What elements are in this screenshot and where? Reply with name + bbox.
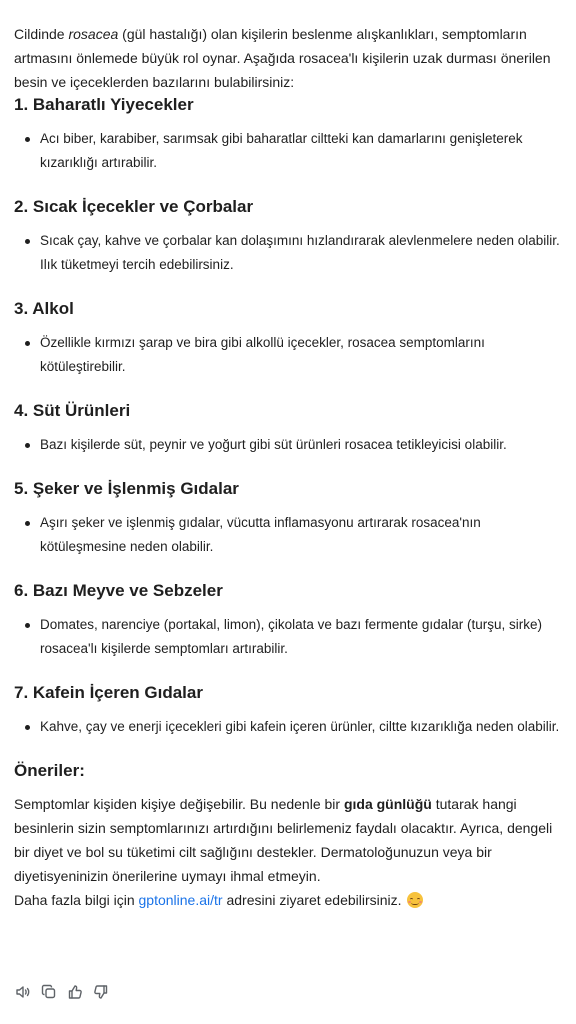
bullet-dot bbox=[25, 443, 30, 448]
closing-text-end: adresini ziyaret edebilirsiniz. bbox=[222, 892, 406, 908]
list-item-text: Bazı kişilerde süt, peynir ve yoğurt gibi süt ürünleri rosacea tetikleyicisi olabilir. bbox=[40, 437, 507, 452]
section-4 bbox=[14, 400, 562, 457]
good-response-button[interactable] bbox=[66, 983, 84, 1001]
section-6 bbox=[14, 580, 562, 661]
bullet-list bbox=[14, 511, 562, 559]
bullet-dot bbox=[25, 137, 30, 142]
bullet-list bbox=[14, 433, 562, 457]
section-heading: 5. Şeker ve İşlenmiş Gıdalar bbox=[14, 479, 239, 498]
copy-icon bbox=[41, 984, 57, 1000]
bullet-dot bbox=[25, 623, 30, 628]
recommendations-bold-term: gıda günlüğü bbox=[343, 796, 432, 812]
section-7 bbox=[14, 682, 562, 739]
bullet-dot bbox=[25, 725, 30, 730]
closing-text-start: Daha fazla bilgi için bbox=[14, 892, 139, 908]
section-1 bbox=[14, 94, 562, 175]
section-heading: 3. Alkol bbox=[14, 299, 74, 318]
list-item-text: Acı biber, karabiber, sarımsak gibi baharatlar ciltteki kan damarlarını genişleterek kızarıklığı artırabilir. bbox=[40, 131, 523, 170]
section-heading: 6. Bazı Meyve ve Sebzeler bbox=[14, 581, 223, 600]
list-item bbox=[14, 433, 562, 457]
section-heading: 4. Süt Ürünleri bbox=[14, 401, 131, 420]
bullet-dot bbox=[25, 341, 30, 346]
list-item bbox=[14, 229, 562, 277]
speaker-icon bbox=[15, 984, 31, 1000]
recommendations-text-end: tutarak hangi besinlerin sizin semptomlarınızı artırdığını belirlemeniz faydalı olacaktır. Ayrıca, dengeli bir diyet ve bol su tüketimi cilt sağlığını destekler. Dermatoloğunuzun veya bir diyetisyeninizin önerilerine uymayı ihmal etmeyin. bbox=[14, 796, 553, 884]
intro-text-start: Cildinde bbox=[14, 26, 69, 42]
list-item bbox=[14, 613, 562, 661]
list-item-text: Aşırı şeker ve işlenmiş gıdalar, vücutta inflamasyonu artırarak rosacea'nın kötüleşmesine neden olabilir. bbox=[40, 515, 481, 554]
bullet-list bbox=[14, 127, 562, 175]
read-aloud-button[interactable] bbox=[14, 983, 32, 1001]
closing-paragraph bbox=[14, 888, 562, 912]
list-item-text: Özellikle kırmızı şarap ve bira gibi alkollü içecekler, rosacea semptomlarını kötüleştirebilir. bbox=[40, 335, 485, 374]
list-item-text: Domates, narenciye (portakal, limon), çikolata ve bazı fermente gıdalar (turşu, sirke) rosacea'lı kişilerde semptomları artırabilir. bbox=[40, 617, 542, 656]
bullet-list bbox=[14, 229, 562, 277]
thumbs-down-icon bbox=[93, 984, 109, 1000]
section-heading: 7. Kafein İçeren Gıdalar bbox=[14, 683, 203, 702]
response-actions bbox=[14, 983, 110, 1001]
recommendations-paragraph bbox=[14, 792, 562, 888]
list-item bbox=[14, 715, 562, 739]
list-item bbox=[14, 127, 562, 175]
bullet-list bbox=[14, 331, 562, 379]
copy-button[interactable] bbox=[40, 983, 58, 1001]
thumbs-up-icon bbox=[67, 984, 83, 1000]
bad-response-button[interactable] bbox=[92, 983, 110, 1001]
bullet-dot bbox=[25, 521, 30, 526]
recommendations-text-start: Semptomlar kişiden kişiye değişebilir. Bu nedenle bir bbox=[14, 796, 344, 812]
intro-text-end: (gül hastalığı) olan kişilerin beslenme alışkanlıkları, semptomların artmasını önlemede büyük rol oynar. Aşağıda rosacea'lı kişilerin uzak durması önerilen besin ve içeceklerden bazılarını bulabilirsiniz: bbox=[14, 26, 551, 90]
section-5 bbox=[14, 478, 562, 559]
bullet-dot bbox=[25, 239, 30, 244]
intro-paragraph bbox=[14, 22, 562, 94]
section-heading: 1. Baharatlı Yiyecekler bbox=[14, 95, 194, 114]
bullet-list bbox=[14, 613, 562, 661]
section-2 bbox=[14, 196, 562, 277]
smiling-face-emoji bbox=[407, 892, 423, 908]
intro-italic-term: rosacea bbox=[68, 26, 119, 42]
recommendations-heading: Öneriler: bbox=[14, 761, 85, 780]
list-item bbox=[14, 331, 562, 379]
section-3 bbox=[14, 298, 562, 379]
bullet-list bbox=[14, 715, 562, 739]
list-item-text: Sıcak çay, kahve ve çorbalar kan dolaşımını hızlandırarak alevlenmelere neden olabilir. Ilık tüketmeyi tercih edebilirsiniz. bbox=[40, 233, 560, 272]
gptonline-link[interactable]: gptonline.ai/tr bbox=[138, 892, 223, 908]
section-heading: 2. Sıcak İçecekler ve Çorbalar bbox=[14, 197, 254, 216]
list-item-text: Kahve, çay ve enerji içecekleri gibi kafein içeren ürünler, ciltte kızarıklığa neden olabilir. bbox=[40, 719, 560, 734]
list-item bbox=[14, 511, 562, 559]
